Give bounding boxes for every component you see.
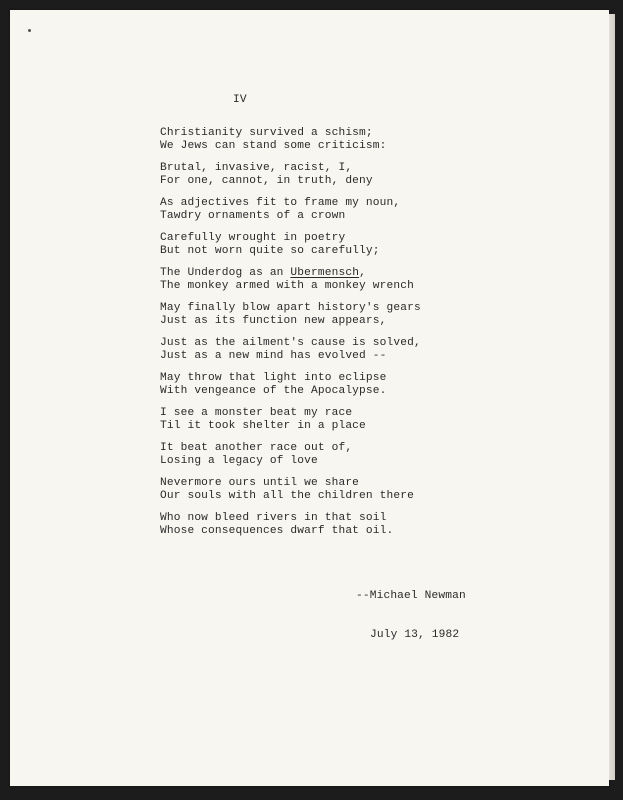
stanza xyxy=(160,127,421,153)
poem-line: Carefully wrought in poetry xyxy=(160,232,346,244)
poem-line: It beat another race out of, xyxy=(160,442,353,454)
stanza xyxy=(160,372,421,398)
poem-line: May throw that light into eclipse xyxy=(160,372,387,384)
underlined-word: Ubermensch xyxy=(290,267,360,279)
signature-block xyxy=(356,564,466,668)
stanza xyxy=(160,407,421,433)
poem-line: Who now bleed rivers in that soil xyxy=(160,512,387,524)
author-signature: --Michael Newman xyxy=(356,590,466,602)
signature-date: July 13, 1982 xyxy=(370,629,460,641)
poem-line: But not worn quite so carefully; xyxy=(160,245,380,257)
poem-body xyxy=(160,127,421,547)
section-number: IV xyxy=(233,94,247,106)
poem-line: Tawdry ornaments of a crown xyxy=(160,210,346,222)
poem-line: Nevermore ours until we share xyxy=(160,477,360,489)
poem-line: Brutal, invasive, racist, I, xyxy=(160,162,353,174)
poem-line-text: The Underdog as an xyxy=(160,267,291,279)
poem-line: Christianity survived a schism; xyxy=(160,127,373,139)
stanza xyxy=(160,267,421,293)
poem-line: As adjectives fit to frame my noun, xyxy=(160,197,401,209)
stanza xyxy=(160,337,421,363)
poem-line: Our souls with all the children there xyxy=(160,490,414,502)
poem-line: Just as its function new appears, xyxy=(160,315,387,327)
poem-line: With vengeance of the Apocalypse. xyxy=(160,385,387,397)
poem-line: May finally blow apart history's gears xyxy=(160,302,421,314)
poem-line: Losing a legacy of love xyxy=(160,455,318,467)
stanza xyxy=(160,302,421,328)
paper-edge xyxy=(609,14,615,780)
stanza xyxy=(160,442,421,468)
poem-line: I see a monster beat my race xyxy=(160,407,353,419)
corner-speck xyxy=(28,29,31,32)
poem-line: Just as the ailment's cause is solved, xyxy=(160,337,421,349)
stanza xyxy=(160,232,421,258)
poem-line: Til it took shelter in a place xyxy=(160,420,366,432)
stanza xyxy=(160,512,421,538)
stanza xyxy=(160,477,421,503)
poem-line: For one, cannot, in truth, deny xyxy=(160,175,373,187)
stanza xyxy=(160,197,421,223)
poem-line xyxy=(160,267,421,280)
poem-line: The monkey armed with a monkey wrench xyxy=(160,280,414,292)
poem-line: Just as a new mind has evolved -- xyxy=(160,350,387,362)
poem-line: Whose consequences dwarf that oil. xyxy=(160,525,394,537)
poem-line-text: , xyxy=(359,267,366,279)
poem-line: We Jews can stand some criticism: xyxy=(160,140,387,152)
stanza xyxy=(160,162,421,188)
